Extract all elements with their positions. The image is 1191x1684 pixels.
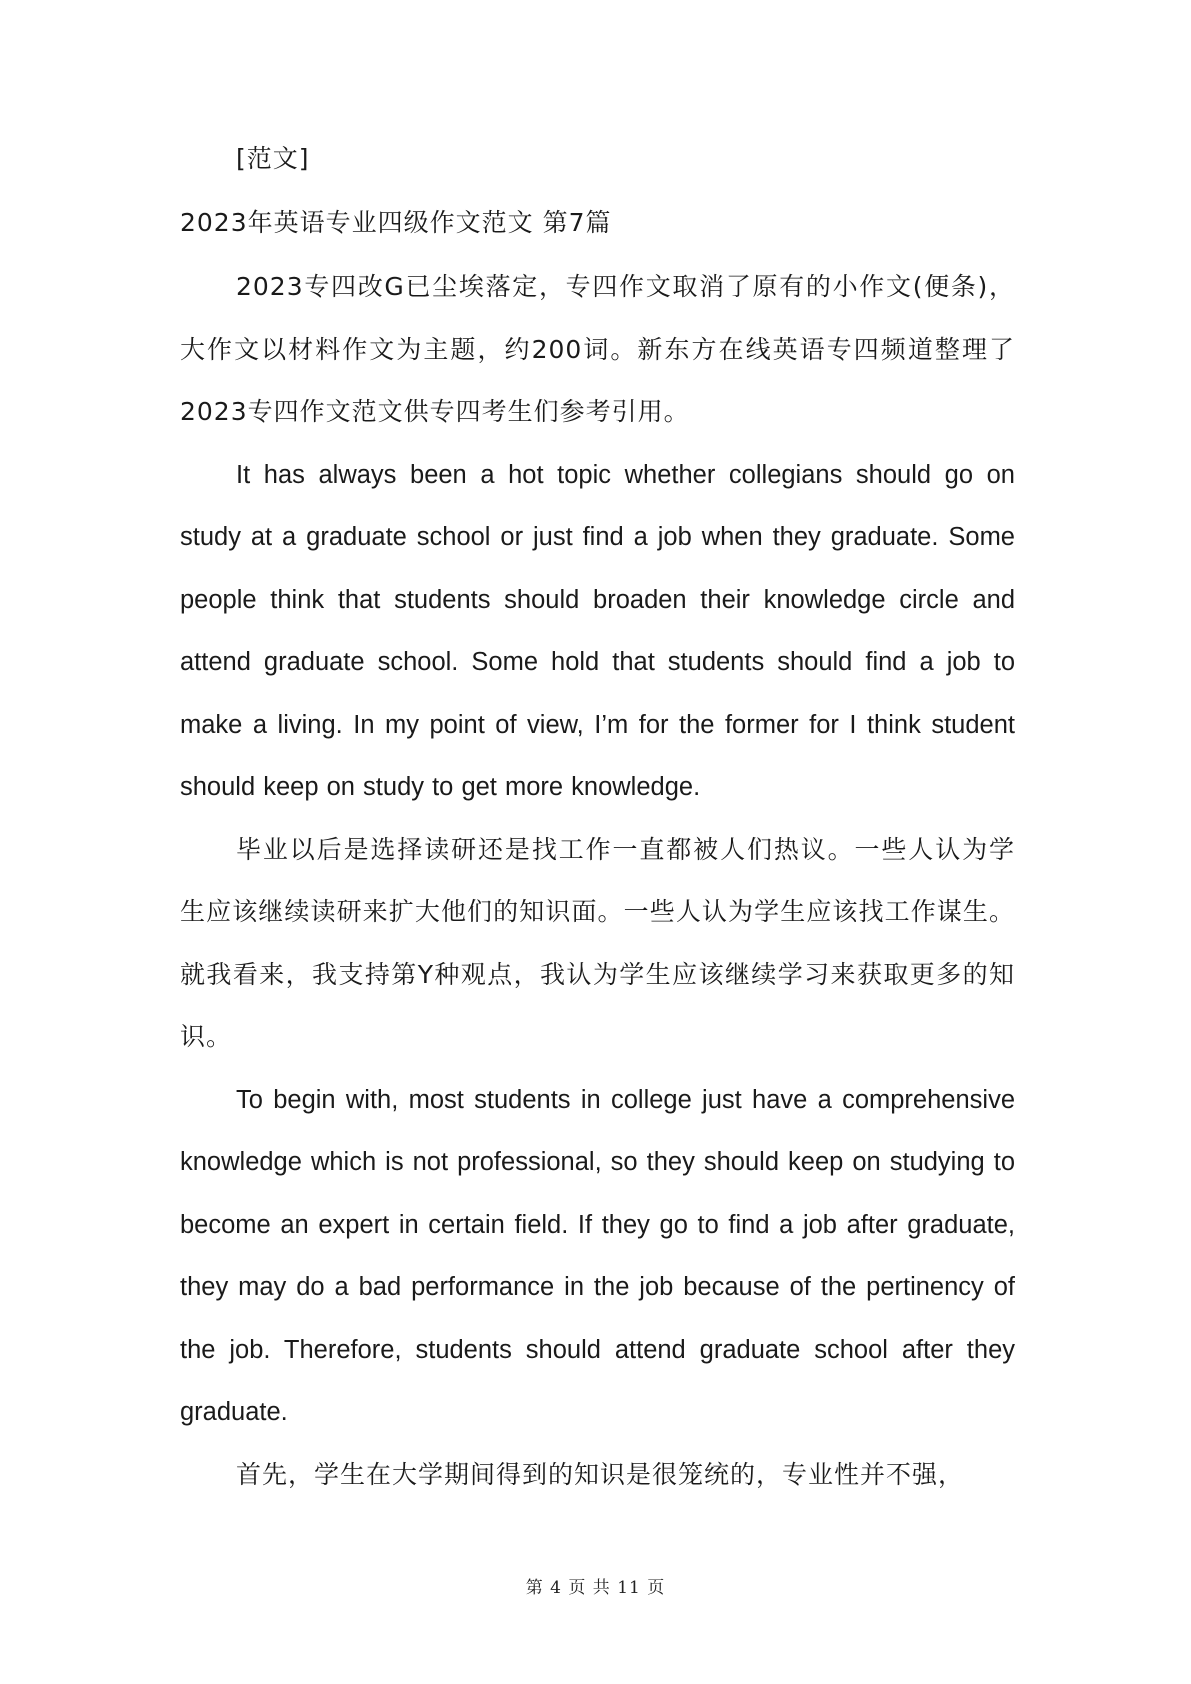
bracket-label: [范文] bbox=[236, 144, 310, 173]
page-footer: 第 4 页 共 11 页 bbox=[525, 1578, 666, 1598]
paragraph-reason-en: To begin with, most students in college just have a comprehensive knowledge which is not professional, so they should keep on studying to become an expert in certain field. If they go to find a job after graduate, they may do a bad performance in the job because of the pertinency of the job. Therefore, students should attend graduate school after they graduate. bbox=[180, 1085, 1015, 1426]
paragraph-opinion-en: It has always been a hot topic whether collegians should go on study at a graduate school or just find a job when they graduate. Some people think that students should broaden their knowledge circle and attend graduate school. Some hold that students should find a job to make a living. In my point of view, I’m for the former for I think student should keep on study to get more knowledge. bbox=[180, 460, 1015, 801]
paragraph-intro-zh: 2023专四改G已尘埃落定，专四作文取消了原有的小作文(便条)，大作文以材料作文为主题，约200词。新东方在线英语专四频道整理了2023专四作文范文供专四考生们参考引用。 bbox=[180, 272, 1015, 426]
paragraph-opinion-zh: 毕业以后是选择读研还是找工作一直都被人们热议。一些人认为学生应该继续读研来扩大他们的知识面。一些人认为学生应该找工作谋生。就我看来，我支持第Y种观点，我认为学生应该继续学习来获取更多的知识。 bbox=[180, 834, 1015, 1051]
paragraph-reason-zh: 首先，学生在大学期间得到的知识是很笼统的，专业性并不强， bbox=[236, 1459, 965, 1489]
document-body bbox=[180, 136, 1015, 1506]
document-heading: 2023年英语专业四级作文范文 第7篇 bbox=[180, 208, 612, 237]
